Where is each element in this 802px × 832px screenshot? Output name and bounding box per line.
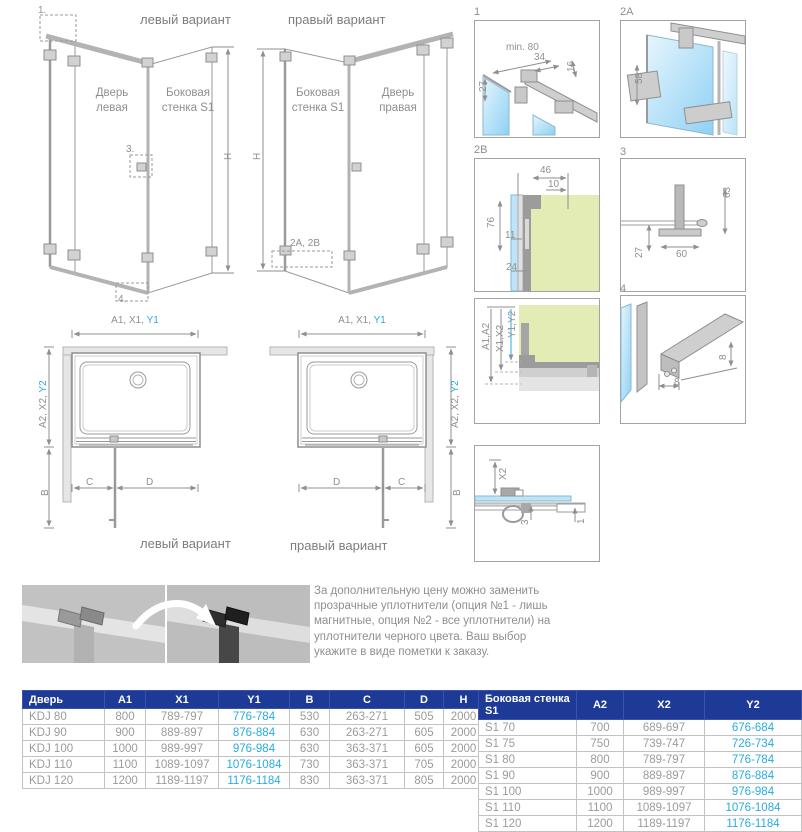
dim-8-right: 8 — [718, 354, 729, 360]
column-header: Боковая стенка S1 — [479, 691, 577, 720]
table-cell: 1076-1084 — [705, 800, 802, 816]
table-cell: 876-884 — [705, 768, 802, 784]
table-cell: 2000 — [444, 741, 484, 757]
callout-4-label: 4. — [118, 294, 127, 305]
table-cell: S1 75 — [479, 736, 577, 752]
table-row — [479, 800, 802, 816]
table-cell: KDJ 120 — [23, 773, 105, 789]
door-panel — [50, 38, 148, 293]
table-cell: 976-984 — [705, 784, 802, 800]
door-handle — [352, 163, 361, 171]
dim-27b: 27 — [634, 246, 645, 258]
plan-left-drawing — [30, 310, 245, 558]
table-cell: KDJ 110 — [23, 757, 105, 773]
iso-left-drawing — [10, 5, 242, 305]
dim-24: 24 — [506, 262, 518, 273]
table-row — [479, 720, 802, 736]
table-cell: 689-697 — [624, 720, 705, 736]
detail-panel-a — [474, 298, 600, 424]
table-row — [23, 709, 484, 725]
table-cell: 630 — [290, 741, 330, 757]
table-cell: 805 — [405, 773, 444, 789]
column-header: A1 — [105, 691, 146, 709]
wall-section — [519, 305, 599, 362]
callout-2ab-label: 2A, 2B — [290, 238, 321, 249]
table-cell: 830 — [290, 773, 330, 789]
dim-x2: X2 — [498, 467, 509, 480]
table-cell: 1200 — [577, 816, 624, 832]
dim-11: 11 — [505, 230, 516, 241]
table-cell: S1 100 — [479, 784, 577, 800]
table-row — [479, 816, 802, 832]
table-cell: KDJ 90 — [23, 725, 105, 741]
table-cell: 2000 — [444, 709, 484, 725]
side-wall-label: Боковая стенка S1 — [291, 87, 345, 114]
column-header: D — [405, 691, 444, 709]
detail-a-drawing — [475, 299, 599, 423]
seal-option-note: За дополнительную цену можно заменить прозрачные уплотнители (опция №1 - лишь магнитные, опция №2 - все уплотнители) на уплотнители черного цвета. Ваш выбор укажите в виде пометки к заказу. — [314, 585, 551, 658]
dim-16: 16 — [566, 60, 577, 72]
table-cell: 1100 — [105, 757, 146, 773]
dim-63: 63 — [722, 186, 733, 198]
table-cell: 1189-1197 — [146, 773, 219, 789]
detail-4-label: 4 — [620, 283, 627, 295]
dim-60: 60 — [676, 249, 688, 260]
height-dimension — [212, 47, 234, 273]
table-cell: 2000 — [444, 725, 484, 741]
table-row — [479, 768, 802, 784]
door-dimensions-table — [22, 690, 484, 789]
table-cell: 1176-1184 — [219, 773, 290, 789]
table-cell: 976-984 — [219, 741, 290, 757]
table-cell: 363-371 — [330, 741, 405, 757]
plan-right-drawing — [255, 310, 470, 558]
side-wall-label: Боковая стенка S1 — [161, 87, 215, 114]
plan-left-d: D — [146, 477, 154, 488]
handle-profile — [675, 185, 684, 229]
table-cell: 900 — [577, 768, 624, 784]
table-cell: 789-797 — [146, 709, 219, 725]
plan-left-top-dim: A1, X1, Y1 — [111, 315, 159, 326]
detail-3-drawing — [621, 159, 745, 291]
table-cell: 739-747 — [624, 736, 705, 752]
plan-left-c: C — [86, 477, 94, 488]
plan-right-d: D — [333, 477, 341, 488]
column-header: C — [330, 691, 405, 709]
table-cell: 1076-1084 — [219, 757, 290, 773]
column-header: Y2 — [705, 691, 802, 720]
detail-panel-1 — [474, 20, 600, 138]
column-header: Y1 — [219, 691, 290, 709]
table-cell: KDJ 80 — [23, 709, 105, 725]
table-cell: S1 80 — [479, 752, 577, 768]
column-header: B — [290, 691, 330, 709]
table-cell: 750 — [577, 736, 624, 752]
table-cell: 1089-1097 — [624, 800, 705, 816]
column-header: X2 — [624, 691, 705, 720]
replace-arrow-icon — [130, 592, 220, 644]
table-cell: 263-271 — [330, 709, 405, 725]
detail-panel-3 — [620, 158, 746, 292]
table-cell: 605 — [405, 725, 444, 741]
detail-2b-label: 2B — [474, 144, 488, 156]
door-panel — [349, 37, 447, 293]
dim-27: 27 — [478, 80, 489, 92]
table-cell: KDJ 100 — [23, 741, 105, 757]
table-cell: 730 — [290, 757, 330, 773]
dim-min80: min. 80 — [506, 42, 539, 53]
table-cell: S1 120 — [479, 816, 577, 832]
table-cell: 263-271 — [330, 725, 405, 741]
side-wall-dimensions-table — [478, 690, 802, 832]
column-header: X1 — [146, 691, 219, 709]
detail-1-drawing — [475, 21, 599, 137]
table-cell: 800 — [105, 709, 146, 725]
detail-3-label: 3 — [620, 146, 627, 158]
table-cell: 800 — [577, 752, 624, 768]
table-cell: 989-997 — [624, 784, 705, 800]
table-cell: 363-371 — [330, 757, 405, 773]
table-cell: 630 — [290, 725, 330, 741]
plan-right-caption: правый вариант — [290, 538, 388, 553]
callout-3-label: 3. — [126, 144, 135, 155]
table-cell: 1100 — [577, 800, 624, 816]
dim-1: 1 — [576, 518, 587, 524]
table-cell: S1 90 — [479, 768, 577, 784]
table-cell: 789-797 — [624, 752, 705, 768]
glass-section — [511, 195, 518, 291]
table-cell: 505 — [405, 709, 444, 725]
wall-strip — [63, 355, 71, 502]
table-row — [23, 773, 484, 789]
dim-y1y2: Y1,Y2 — [507, 310, 518, 338]
column-header: Дверь — [23, 691, 105, 709]
table-cell: 700 — [577, 720, 624, 736]
table-cell: S1 70 — [479, 720, 577, 736]
table-row — [23, 741, 484, 757]
iso-left-height-label: H — [223, 152, 234, 160]
table-cell: 900 — [105, 725, 146, 741]
table-cell: 2000 — [444, 757, 484, 773]
detail-x2-drawing — [475, 446, 599, 561]
table-cell: 530 — [290, 709, 330, 725]
dim-76: 76 — [486, 216, 497, 228]
detail-2a-label: 2A — [620, 6, 634, 18]
iso-left-caption: левый вариант — [140, 12, 231, 27]
table-cell: 1176-1184 — [705, 816, 802, 832]
dim-58: 58 — [634, 72, 645, 84]
plan-right-top-dim: A1, X1, Y1 — [338, 315, 386, 326]
floor-section — [519, 377, 599, 391]
table-cell: 676-684 — [705, 720, 802, 736]
table-cell: 876-884 — [219, 725, 290, 741]
table-cell: 2000 — [444, 773, 484, 789]
table-row — [479, 784, 802, 800]
table-cell: 363-371 — [330, 773, 405, 789]
wall-section — [531, 195, 599, 291]
table-cell: 776-784 — [705, 752, 802, 768]
table-cell: 605 — [405, 741, 444, 757]
column-header: A2 — [577, 691, 624, 720]
dim-x1x2: X1,X2 — [495, 324, 506, 352]
iso-right-drawing — [248, 5, 470, 305]
plan-left-b: B — [40, 489, 51, 496]
table-cell: S1 110 — [479, 800, 577, 816]
door-right-label: Дверь правая — [379, 87, 417, 114]
table-cell: 1200 — [105, 773, 146, 789]
table-cell: 726-734 — [705, 736, 802, 752]
iso-right-height-label: H — [252, 152, 263, 160]
plan-left-side-dim: A2, X2, Y2 — [38, 380, 49, 428]
dim-8-bottom: 8 — [674, 377, 680, 388]
callout-1-label: 1. — [38, 5, 47, 16]
table-cell: 989-997 — [146, 741, 219, 757]
column-header: H — [444, 691, 484, 709]
plan-left-caption: левый вариант — [140, 536, 231, 551]
table-row — [479, 736, 802, 752]
height-dimension — [257, 49, 285, 271]
side-wall-panel — [148, 47, 212, 293]
plan-right-b: B — [452, 489, 463, 496]
plan-right-side-dim: A2, X2, Y2 — [450, 380, 461, 428]
dim-10: 10 — [548, 179, 560, 190]
glass-section — [621, 304, 631, 402]
dim-34: 34 — [534, 52, 546, 63]
table-cell: 1000 — [577, 784, 624, 800]
door-left-label: Дверь левая — [95, 87, 129, 114]
detail-panel-x2 — [474, 445, 600, 562]
table-cell: 889-897 — [624, 768, 705, 784]
table-cell: 1189-1197 — [624, 816, 705, 832]
table-cell: 1000 — [105, 741, 146, 757]
door-handle — [137, 163, 146, 171]
table-row — [23, 757, 484, 773]
dim-a1a2: A1,A2 — [481, 322, 492, 350]
plan-right-c: C — [398, 477, 406, 488]
table-cell: 705 — [405, 757, 444, 773]
table-row — [479, 752, 802, 768]
dim-3: 3 — [520, 519, 531, 525]
table-cell: 1089-1097 — [146, 757, 219, 773]
iso-right-caption: правый вариант — [288, 12, 386, 27]
dim-46: 46 — [540, 165, 552, 176]
detail-1-label: 1 — [474, 6, 481, 18]
table-cell: 889-897 — [146, 725, 219, 741]
table-cell: 776-784 — [219, 709, 290, 725]
table-row — [23, 725, 484, 741]
glass-section — [475, 496, 571, 501]
